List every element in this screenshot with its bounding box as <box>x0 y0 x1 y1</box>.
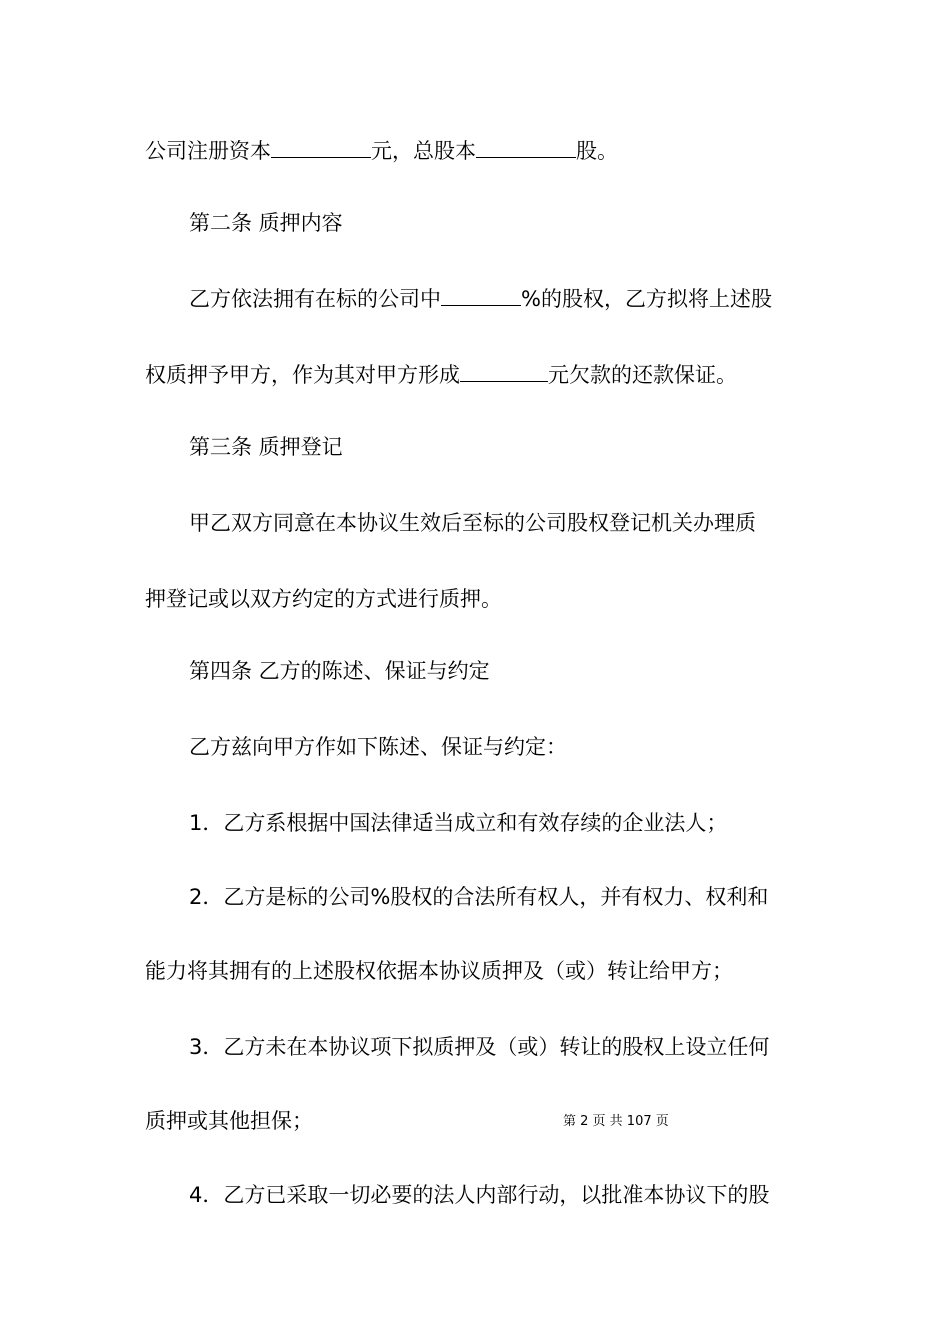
list-item: 3．乙方未在本协议项下拟质押及（或）转让的股权上设立任何 <box>189 1035 770 1059</box>
blank-equity-percent <box>441 286 521 306</box>
list-item: 1．乙方系根据中国法律适当成立和有效存续的企业法人； <box>189 811 728 835</box>
article-4-heading: 第四条 乙方的陈述、保证与约定 <box>189 659 490 683</box>
body-line: 权质押予甲方，作为其对甲方形成 元欠款的还款保证。 <box>145 363 737 387</box>
body-line: 乙方依法拥有在标的公司中 %的股权，乙方拟将上述股 <box>189 287 772 311</box>
body-line: 甲乙双方同意在本协议生效后至标的公司股权登记机关办理质 <box>189 511 756 535</box>
body-line: 公司注册资本 元，总股本 股。 <box>145 139 618 163</box>
body-line: 押登记或以双方约定的方式进行质押。 <box>145 587 502 611</box>
article-2-heading: 第二条 质押内容 <box>189 211 343 235</box>
list-item: 2．乙方是标的公司%股权的合法所有权人，并有权力、权利和 <box>189 885 769 909</box>
blank-registered-capital <box>271 138 371 158</box>
body-line: 能力将其拥有的上述股权依据本协议质押及（或）转让给甲方； <box>145 959 733 983</box>
page-number: 第 2 页 共 107 页 <box>563 1114 669 1129</box>
body-line: 质押或其他担保； <box>145 1109 313 1133</box>
article-3-heading: 第三条 质押登记 <box>189 435 343 459</box>
body-line: 乙方兹向甲方作如下陈述、保证与约定： <box>189 735 567 759</box>
blank-debt-amount <box>460 362 548 382</box>
list-item: 4．乙方已采取一切必要的法人内部行动，以批准本协议下的股 <box>189 1183 770 1207</box>
blank-total-shares <box>476 138 576 158</box>
